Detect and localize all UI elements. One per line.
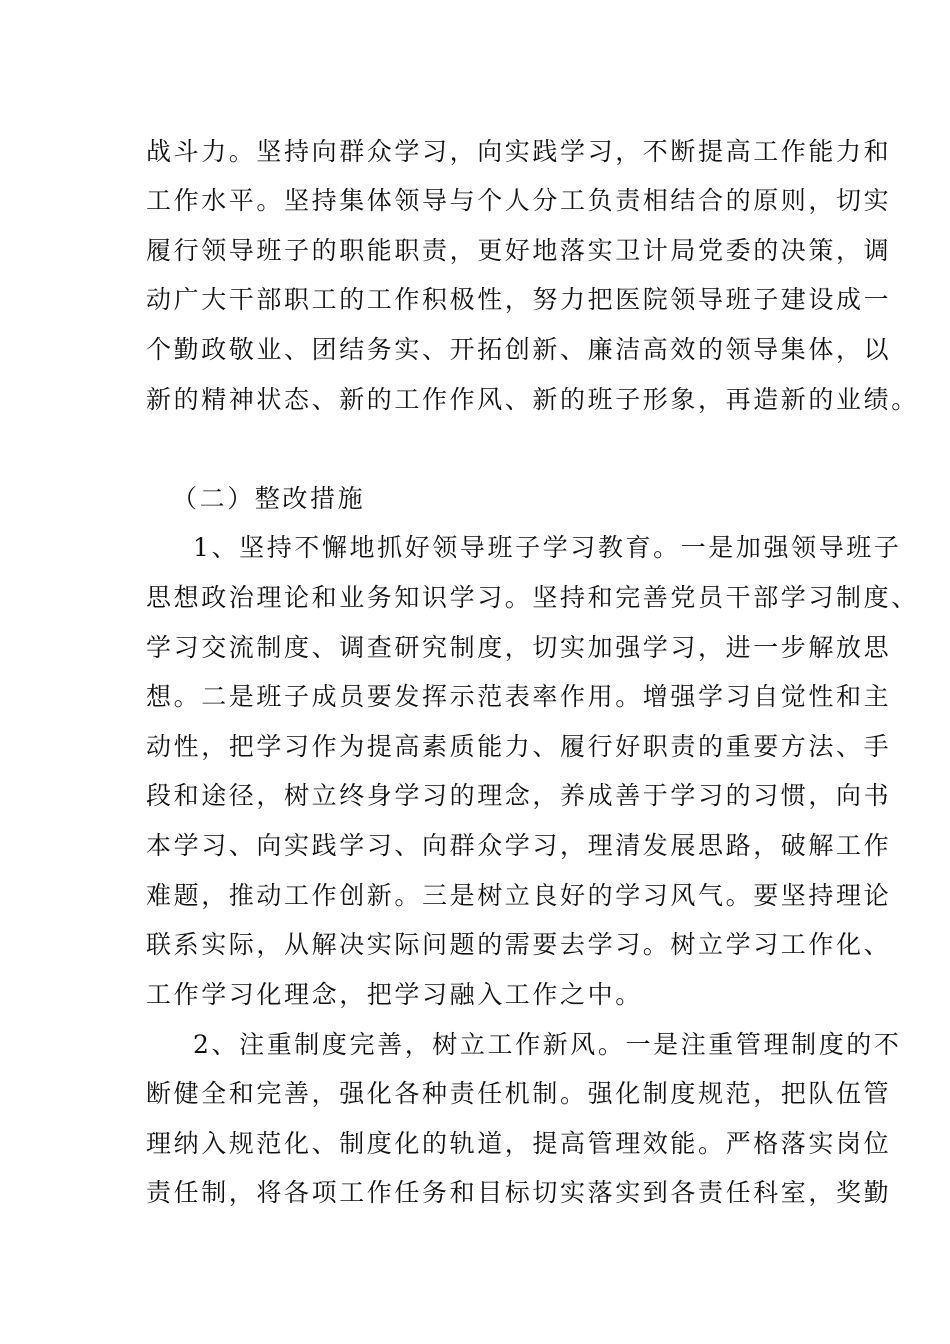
paragraph-line: 工作学习化理念，把学习融入工作之中。	[146, 980, 643, 1009]
paragraph-line: 2、注重制度完善，树立工作新风。一是注重管理制度的不	[193, 1030, 902, 1059]
paragraph-line: 履行领导班子的职能职责，更好地落实卫计局党委的决策，调	[146, 236, 892, 265]
paragraph-line: 动广大干部职工的工作积极性，努力把医院领导班子建设成一	[146, 285, 892, 314]
paragraph-line: 新的精神状态、新的工作作风、新的班子形象，再造新的业绩。	[146, 385, 919, 414]
paragraph-line: 断健全和完善，强化各种责任机制。强化制度规范，把队伍管	[146, 1079, 892, 1108]
paragraph-line: 学习交流制度、调查研究制度，切实加强学习，进一步解放思	[146, 633, 892, 662]
paragraph-line: 本学习、向实践学习、向群众学习，理清发展思路，破解工作	[146, 831, 892, 860]
paragraph-line: 思想政治理论和业务知识学习。坚持和完善党员干部学习制度、	[146, 583, 919, 612]
paragraph-line: 动性，把学习作为提高素质能力、履行好职责的重要方法、手	[146, 732, 892, 761]
paragraph-line: 理纳入规范化、制度化的轨道，提高管理效能。严格落实岗位	[146, 1129, 892, 1158]
paragraph-line: 难题，推动工作创新。三是树立良好的学习风气。要坚持理论	[146, 881, 892, 910]
paragraph-line: 想。二是班子成员要发挥示范表率作用。增强学习自觉性和主	[146, 682, 892, 711]
paragraph-line: 段和途径，树立终身学习的理念，养成善于学习的习惯，向书	[146, 781, 892, 810]
section-heading: （二）整改措施	[172, 484, 366, 513]
paragraph-line: 个勤政敬业、团结务实、开拓创新、廉洁高效的领导集体，以	[146, 335, 892, 364]
paragraph-line: 工作水平。坚持集体领导与个人分工负责相结合的原则，切实	[146, 186, 892, 215]
paragraph-line: 1、坚持不懈地抓好领导班子学习教育。一是加强领导班子	[193, 533, 902, 562]
paragraph-line: 联系实际，从解决实际问题的需要去学习。树立学习工作化、	[146, 930, 892, 959]
paragraph-line: 责任制，将各项工作任务和目标切实落实到各责任科室，奖勤	[146, 1178, 892, 1207]
paragraph-line: 战斗力。坚持向群众学习，向实践学习，不断提高工作能力和	[146, 137, 892, 166]
